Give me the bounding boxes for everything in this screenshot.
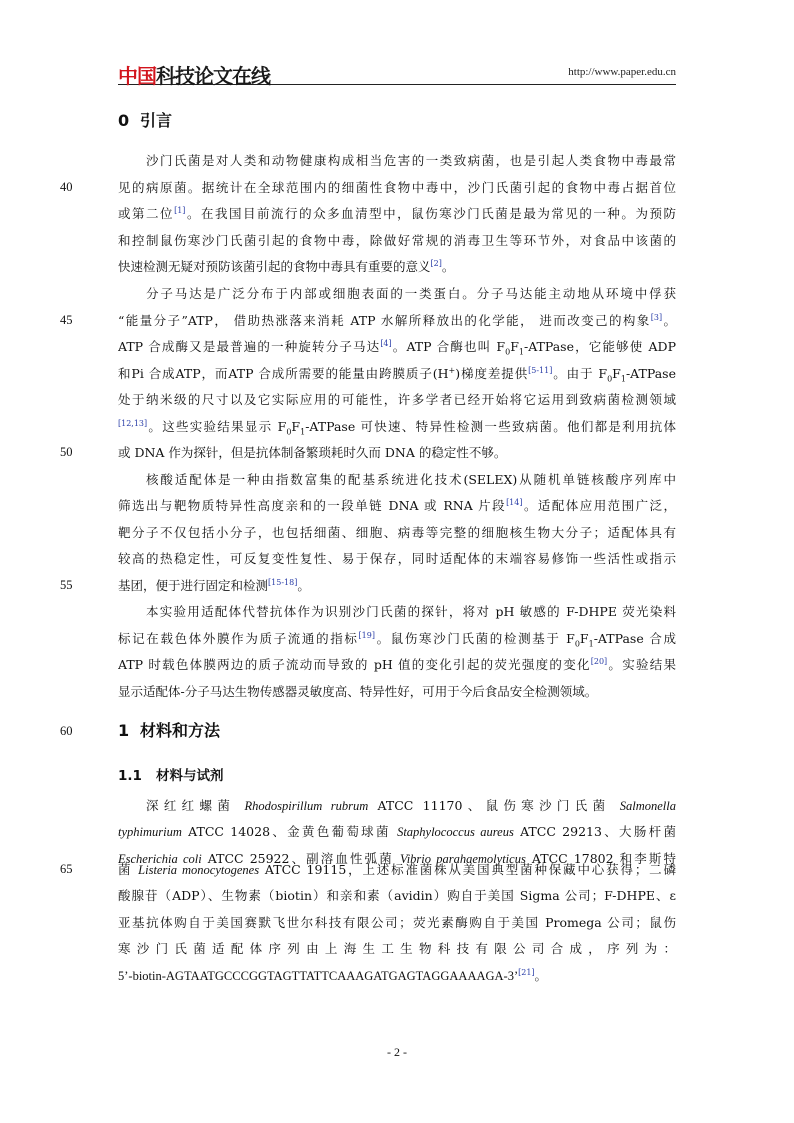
citation[interactable]: [1] [174, 205, 186, 215]
text-line: “能量分子”ATP， 借助热涨落来消耗 ATP 水解所释放出的化学能， 进而改变己的构象[3]。 [118, 312, 676, 328]
text-line: 显示适配体-分子马达生物传感器灵敏度高、特异性好，可用于今后食品安全检测领域。 [118, 684, 598, 699]
line-number: 45 [60, 313, 73, 327]
text-line: 酸腺苷（ADP）、生物素（biotin）和亲和素（avidin）购自于美国 Sigma 公司；F-DHPE、ε [118, 888, 676, 903]
line-number: 40 [60, 180, 73, 194]
text-line: ATP 合成酶又是最普遍的一种旋转分子马达[4]。ATP 合酶也叫 $F_0F_1$-ATPase，它能够使 ADP [118, 338, 676, 357]
text-line: 快速检测无疑对预防该菌引起的食物中毒具有重要的意义[2]。 [118, 258, 455, 274]
citation[interactable]: [3] [650, 312, 663, 322]
citation[interactable]: [5-11] [528, 365, 553, 375]
text-line: 见的病原菌。据统计在全球范围内的细菌性食物中毒中，沙门氏菌引起的食物中毒占据首位 [118, 180, 676, 195]
text-line: 和Pi 合成ATP，而ATP 合成所需要的能量由跨膜质子(H+)梯度差提供[5-11]。由于 $F_0F_1$-ATPase [118, 365, 676, 384]
text-line: 或 DNA 作为探针，但是抗体制备繁琐耗时久而 DNA 的稳定性不够。 [118, 445, 507, 460]
text-line: 筛选出与靶物质特异性高度亲和的一段单链 DNA 或 RNA 片段[14]。适配体应用范围广泛， [118, 497, 676, 513]
text-line: 寒 沙 门 氏 菌 适 配 体 序 列 由 上 海 生 工 生 物 科 技 有 限 公 司 合 成 ， 序 列 为 ： [118, 941, 676, 956]
citation[interactable]: [14] [506, 497, 523, 507]
text-line: 5’-biotin-AGTAATGCCCGGTAGTTATTCAAAGATGAGTAGGAAAAGA-3’[21]。 [118, 967, 548, 983]
section-heading-methods: 1 材料和方法 [118, 721, 221, 740]
text-line: 亚基抗体购自于美国赛默飞世尔科技有限公司；荧光素酶购自于美国 Promega 公司；鼠伤 [118, 915, 676, 930]
text-line: 核酸适配体是一种由指数富集的配基系统进化技术(SELEX)从随机单链核酸序列库中 [146, 472, 676, 487]
line-number: 55 [60, 578, 73, 592]
header-url[interactable]: http://www.paper.edu.cn [568, 66, 676, 78]
text-line: 沙门氏菌是对人类和动物健康构成相当危害的一类致病菌，也是引起人类食物中毒最常 [146, 153, 676, 168]
text-line: typhimurium ATCC 14028、金黄色葡萄球菌 Staphylococcus aureus ATCC 29213、大肠杆菌 [118, 824, 676, 839]
citation[interactable]: [19] [358, 630, 375, 640]
text-line: Escherichia coli ATCC 25922、副溶血性弧菌 Vibrio parahaemolyticus ATCC 17802 和李斯特 [118, 851, 676, 866]
text-line: ATP 时载色体膜两边的质子流动而导致的 pH 值的变化引起的荧光强度的变化[20]。实验结果 [118, 656, 676, 672]
text-line: 处于纳米级的尺寸以及它实际应用的可能性，许多学者已经开始将它运用到致病菌检测领域 [118, 392, 676, 407]
page-number: - 2 - [387, 1045, 407, 1059]
text-line: 分子马达是广泛分布于内部或细胞表面的一类蛋白。分子马达能主动地从环境中俘获 [146, 286, 676, 301]
site-logo: 中国科技论文在线 [118, 64, 270, 88]
citation[interactable]: [2] [430, 258, 442, 268]
text-line: 靶分子不仅包括小分子，也包括细菌、细胞、病毒等完整的细胞核生物大分子；适配体具有 [118, 525, 676, 540]
text-line: [12,13]。这些实验结果显示 $F_0F_1$-ATPase 可快速、特异性检测一些致病菌。他们都是利用抗体 [118, 418, 676, 437]
text-line: 本实验用适配体代替抗体作为识别沙门氏菌的探针，将对 pH 敏感的 F-DHPE 荧光染料 [146, 604, 676, 619]
text-line: 标记在载色体外膜作为质子流通的指标[19]。鼠伤寒沙门氏菌的检测基于 $F_0F_1$-ATPase 合成 [118, 630, 676, 649]
text-line: 和控制鼠伤寒沙门氏菌引起的食物中毒，除做好常规的消毒卫生等环节外，对食品中该菌的 [118, 233, 676, 248]
citation[interactable]: [20] [590, 656, 608, 666]
text-line: 深红红螺菌 Rhodospirillum rubrum ATCC 11170、鼠伤寒沙门氏菌 Salmonella [146, 798, 676, 813]
text-line: 基团，便于进行固定和检测[15-18]。 [118, 577, 310, 593]
section-heading-intro: 0 引言 [118, 111, 173, 130]
subsection-heading-materials: 1.1 材料与试剂 [118, 768, 224, 784]
citation[interactable]: [15-18] [268, 577, 298, 587]
page-header [118, 58, 676, 88]
text-line: 或第二位[1]。在我国目前流行的众多血清型中，鼠伤寒沙门氏菌是最为常见的一种。为预防 [118, 205, 676, 221]
citation[interactable]: [21] [518, 967, 535, 977]
line-number: 50 [60, 445, 73, 459]
citation[interactable]: [4] [380, 338, 392, 348]
text-line: 较高的热稳定性，可反复变性复性、易于保存，同时适配体的末端容易修饰一些活性或指示 [118, 551, 676, 566]
line-number: 60 [60, 724, 73, 738]
line-number: 65 [60, 862, 73, 876]
text-line: 菌 Listeria monocytogenes ATCC 19115，上述标准菌株从美国典型菌种保藏中心获得；二磷 [118, 862, 676, 877]
citation[interactable]: [12,13] [118, 418, 148, 428]
